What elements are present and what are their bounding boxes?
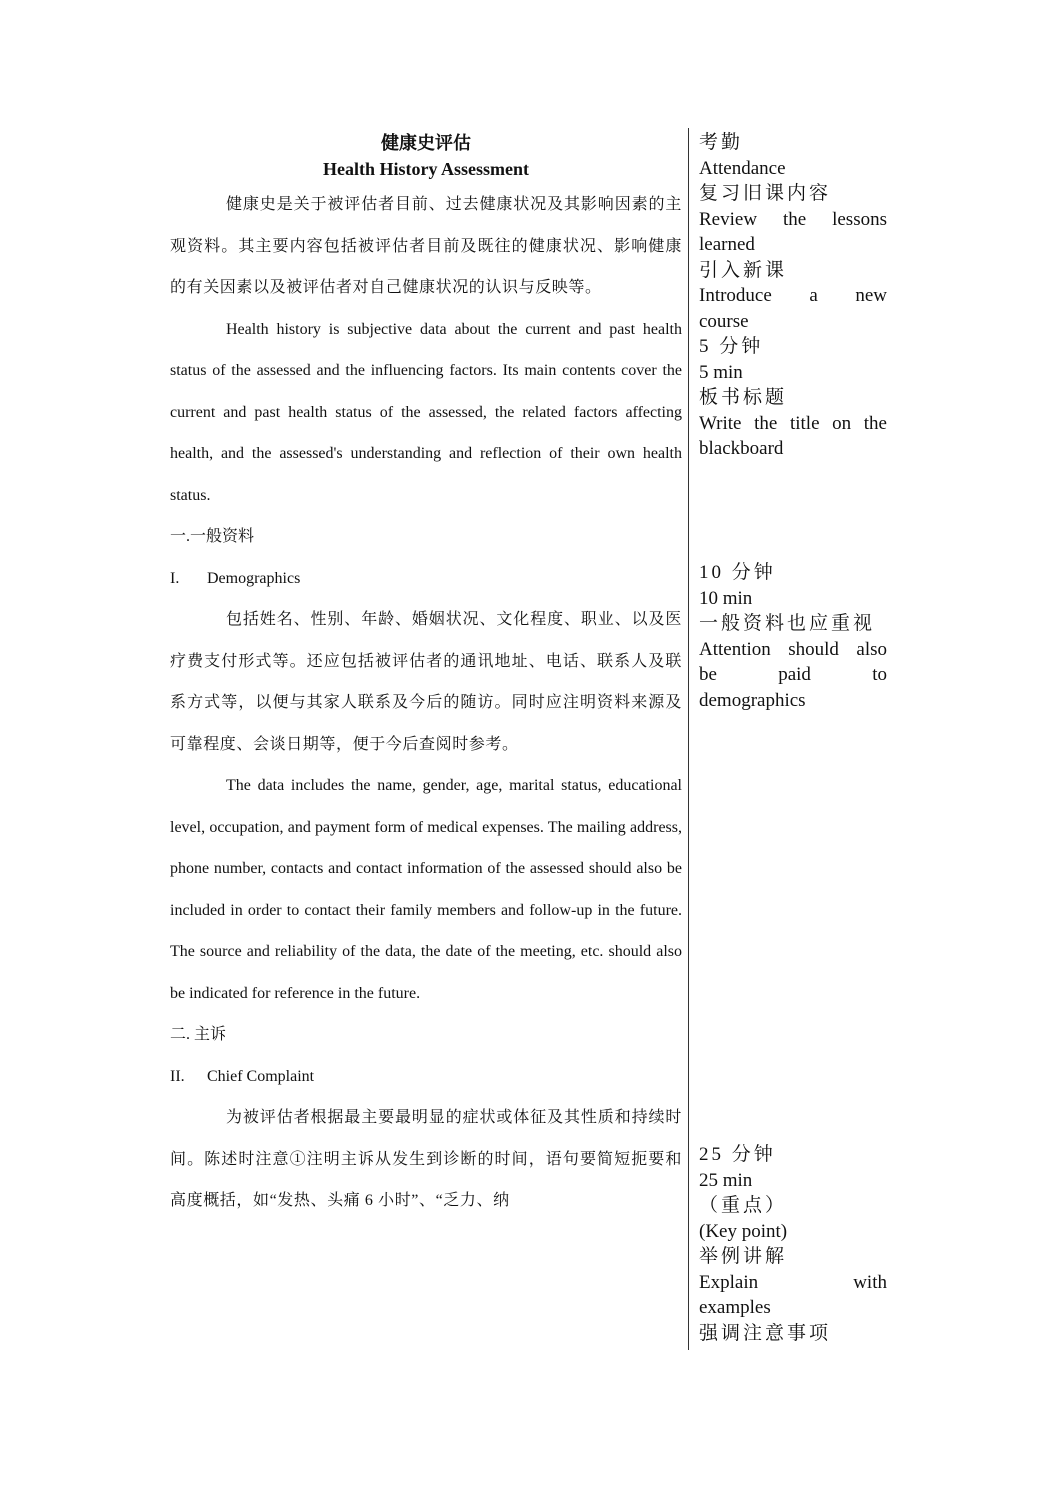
note3-explain-en-1: Explain with (699, 1271, 887, 1293)
section1-heading-en-text: Demographics (207, 569, 301, 587)
note-time-cn: 5 分钟 (699, 336, 764, 357)
note2-attention-en-1: Attention should also (699, 638, 887, 660)
note2-attention-en-2: be paid to (699, 664, 887, 685)
note-introduce-en-2: course (699, 310, 749, 332)
note3-emphasis-cn: 强调注意事项 (699, 1322, 832, 1344)
note-board-en-2: blackboard (699, 438, 784, 459)
section2-paragraph-cn: 为被评估者根据最主要最明显的症状或体征及其性质和持续时间。陈述时注意①注明主诉从发生到诊断的时间，语句要简短扼要和高度概括，如“发热、头痛 6 小时”、“乏力、纳 (170, 1109, 682, 1209)
section1-heading-en (170, 558, 682, 600)
note3-key-en: (Key point) (699, 1220, 788, 1242)
note-introduce-en-1: Introduce a new (699, 285, 887, 306)
section1-paragraph-cn: 包括姓名、性别、年龄、婚姻状况、文化程度、职业、以及医疗费支付形式等。还应包括被评估者的通讯地址、电话、联系人及联系方式等，以便与其家人联系及今后的随访。同时应注明资料来源及可靠程度、会谈日期等，便于今后查阅时参考。 (170, 611, 682, 753)
note-review-en-2: learned (699, 234, 755, 255)
note2-attention-en-3: demographics (699, 689, 806, 711)
intro-paragraph-en: Health history is subjective data about the current and past health status of the assessed and the influencing factors. Its main contents cover the current and past health status of the assessed, the related factors affecting health, and the assessed's understanding and reflection of their own health status. (170, 320, 682, 504)
note3-time-en: 25 min (699, 1169, 753, 1191)
note-board-cn: 板书标题 (699, 387, 788, 408)
note-attendance-cn: 考勤 (699, 132, 744, 153)
section1-heading-cn: 一.一般资料 (170, 528, 255, 545)
section1-paragraph-en: The data includes the name, gender, age, marital status, educational level, occupation, and payment form of medical expenses. The mailing address, phone number, contacts and contact information of the assessed should also be included in order to contact their family members and follow-up in the future. The source and reliability of the data, the date of the meeting, etc. should also be indicated for reference in the future. (170, 777, 682, 1002)
note2-attention-cn: 一般资料也应重视 (699, 613, 876, 634)
main-column (170, 130, 682, 1222)
intro-paragraph-cn: 健康史是关于被评估者目前、过去健康状况及其影响因素的主观资料。其主要内容包括被评估者目前及既往的健康状况、影响健康的有关因素以及被评估者对自己健康状况的认识与反映等。 (170, 196, 682, 296)
note2-time-cn: 10 分钟 (699, 562, 776, 583)
note3-explain-cn: 举例讲解 (699, 1246, 788, 1267)
note-review-cn: 复习旧课内容 (699, 183, 832, 204)
note-review-en-1: Review the lessons (699, 208, 887, 230)
section2-heading-cn: 二. 主诉 (170, 1026, 227, 1043)
section1-roman: I. (170, 569, 180, 587)
note-introduce-cn: 引入新课 (699, 259, 788, 281)
note-board-en-1: Write the title on the (699, 412, 887, 434)
note-time-en: 5 min (699, 361, 743, 383)
note3-key-cn: （重点） (699, 1195, 788, 1216)
notes-block-chief-complaint (699, 1142, 887, 1346)
column-divider (688, 128, 689, 1350)
note3-time-cn: 25 分钟 (699, 1144, 776, 1165)
notes-block-demographics (699, 560, 887, 713)
page-title-cn: 健康史评估 (381, 133, 471, 153)
section2-heading-en-text: Chief Complaint (207, 1067, 315, 1085)
note2-time-en: 10 min (699, 587, 753, 609)
section2-heading-en (170, 1056, 682, 1098)
note-attendance-en: Attendance (699, 157, 786, 179)
page-title-en: Health History Assessment (323, 159, 529, 179)
section2-roman: II. (170, 1067, 185, 1085)
note3-explain-en-2: examples (699, 1297, 771, 1318)
notes-block-intro (699, 130, 887, 462)
